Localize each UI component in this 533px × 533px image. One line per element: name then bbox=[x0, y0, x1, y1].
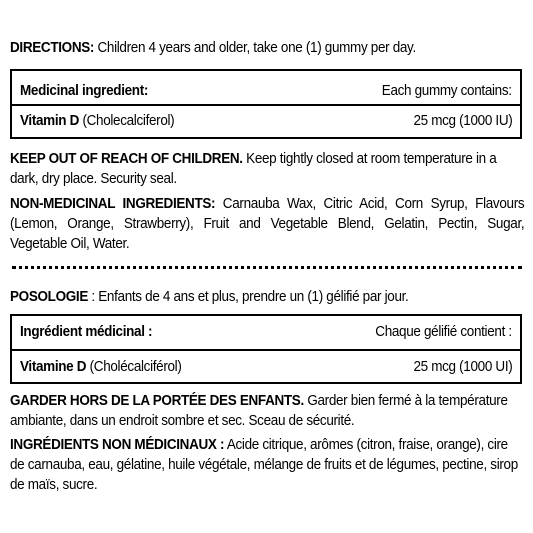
medicinal-table-en-row bbox=[12, 111, 520, 131]
non-medicinal-en bbox=[10, 194, 524, 254]
non-medicinal-fr bbox=[10, 435, 524, 495]
medicinal-table-en-divider bbox=[12, 104, 520, 106]
each-gummy-contains-en: Each gummy contains: bbox=[382, 83, 512, 99]
medicinal-table-fr bbox=[10, 314, 522, 384]
medicinal-table-fr-row bbox=[12, 357, 520, 377]
warning-en-heading: KEEP OUT OF REACH OF CHILDREN. bbox=[10, 151, 243, 167]
warning-en-text: Keep tightly closed at room temperature in a dark, dry place. Security seal. bbox=[10, 151, 497, 187]
directions-fr-heading: POSOLOGIE bbox=[10, 289, 89, 305]
vitamin-d-fr-detail: (Cholécalciférol) bbox=[86, 359, 182, 375]
medicinal-ingredient-heading-fr: Ingrédient médicinal : bbox=[20, 324, 153, 340]
medicinal-table-fr-divider bbox=[12, 349, 520, 351]
non-medicinal-en-heading: NON-MEDICINAL INGREDIENTS: bbox=[10, 196, 216, 212]
warning-en bbox=[10, 149, 524, 189]
vitamin-d-fr-name: Vitamine D bbox=[20, 359, 87, 375]
non-medicinal-fr-text: Acide citrique, arômes (citron, fraise, orange), cire de carnauba, eau, gélatine, huile végétale, mélange de fruits et de légumes, pectine, sirop de maïs, sucre. bbox=[10, 437, 518, 493]
language-separator bbox=[12, 266, 522, 269]
vitamin-d-fr bbox=[20, 357, 182, 377]
warning-fr bbox=[10, 391, 524, 431]
medicinal-table-en-header bbox=[12, 81, 520, 101]
directions-fr bbox=[10, 287, 524, 307]
chaque-gelifie-contient-fr: Chaque gélifié contient : bbox=[375, 324, 512, 340]
vitamin-d-fr-amount: 25 mcg (1000 UI) bbox=[413, 359, 512, 375]
warning-fr-heading: GARDER HORS DE LA PORTÉE DES ENFANTS. bbox=[10, 393, 304, 409]
medicinal-table-en bbox=[10, 69, 522, 139]
directions-en bbox=[10, 38, 524, 58]
directions-en-text: Children 4 years and older, take one (1) gummy per day. bbox=[94, 40, 416, 56]
vitamin-d-en-amount: 25 mcg (1000 IU) bbox=[413, 113, 512, 129]
directions-fr-text: : Enfants de 4 ans et plus, prendre un (1) gélifié par jour. bbox=[88, 289, 409, 305]
vitamin-d-en-detail: (Cholecalciferol) bbox=[79, 113, 175, 129]
medicinal-table-fr-header bbox=[12, 322, 520, 342]
vitamin-d-en-name: Vitamin D bbox=[20, 113, 80, 129]
non-medicinal-en-text: Carnauba Wax, Citric Acid, Corn Syrup, Flavours (Lemon, Orange, Strawberry), Fruit and Vegetable Blend, Gelatin, Pectin, Sugar, Vegetable Oil, Water. bbox=[10, 196, 525, 252]
directions-en-heading: DIRECTIONS: bbox=[10, 40, 95, 56]
non-medicinal-fr-heading: INGRÉDIENTS NON MÉDICINAUX : bbox=[10, 437, 225, 453]
medicinal-ingredient-heading-en: Medicinal ingredient: bbox=[20, 83, 149, 99]
warning-fr-text: Garder bien fermé à la température ambiante, dans un endroit sombre et sec. Sceau de sécurité. bbox=[10, 393, 508, 429]
vitamin-d-en bbox=[20, 111, 174, 131]
